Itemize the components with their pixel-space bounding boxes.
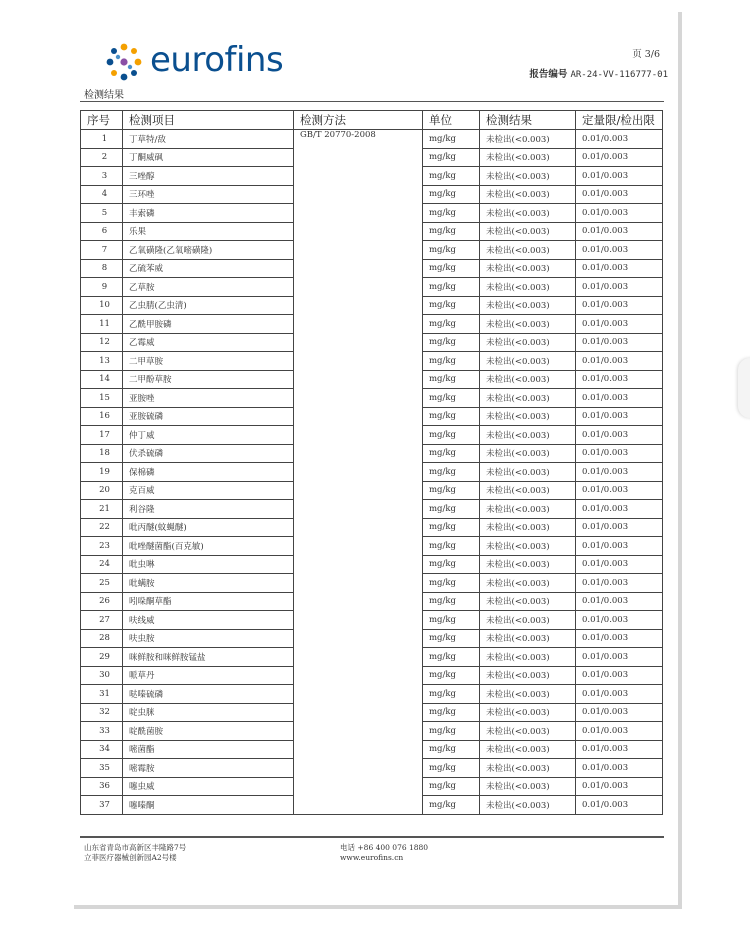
row-number: 32: [81, 703, 123, 722]
footer-contact: [340, 843, 428, 863]
test-item: 乙草胺: [123, 278, 294, 297]
unit: mg/kg: [423, 204, 480, 223]
detection-limit: 0.01/0.003: [576, 537, 663, 556]
detection-limit: 0.01/0.003: [576, 481, 663, 500]
test-item: 克百威: [123, 481, 294, 500]
test-result: 未检出(<0.003): [480, 796, 576, 815]
test-item: 啶虫脒: [123, 703, 294, 722]
test-result: 未检出(<0.003): [480, 518, 576, 537]
test-result: 未检出(<0.003): [480, 185, 576, 204]
column-header-item: 检测项目: [123, 111, 294, 130]
detection-limit: 0.01/0.003: [576, 629, 663, 648]
test-result: 未检出(<0.003): [480, 574, 576, 593]
detection-limit: 0.01/0.003: [576, 592, 663, 611]
address-line: 山东省青岛市高新区丰隆路7号: [84, 843, 187, 852]
unit: mg/kg: [423, 685, 480, 704]
test-result: 未检出(<0.003): [480, 629, 576, 648]
row-number: 11: [81, 315, 123, 334]
test-result: 未检出(<0.003): [480, 222, 576, 241]
unit: mg/kg: [423, 500, 480, 519]
test-result: 未检出(<0.003): [480, 592, 576, 611]
report-number-value: AR-24-VV-116777-01: [570, 70, 668, 80]
unit: mg/kg: [423, 777, 480, 796]
page-shadow: [74, 905, 682, 909]
unit: mg/kg: [423, 648, 480, 667]
detection-limit: 0.01/0.003: [576, 555, 663, 574]
unit: mg/kg: [423, 352, 480, 371]
unit: mg/kg: [423, 333, 480, 352]
test-result: 未检出(<0.003): [480, 666, 576, 685]
unit: mg/kg: [423, 574, 480, 593]
test-item: 吲哚酮草酯: [123, 592, 294, 611]
unit: mg/kg: [423, 407, 480, 426]
test-result: 未检出(<0.003): [480, 204, 576, 223]
test-item: 利谷隆: [123, 500, 294, 519]
row-number: 26: [81, 592, 123, 611]
test-result: 未检出(<0.003): [480, 148, 576, 167]
unit: mg/kg: [423, 481, 480, 500]
unit: mg/kg: [423, 130, 480, 149]
test-result: 未检出(<0.003): [480, 703, 576, 722]
unit: mg/kg: [423, 759, 480, 778]
unit: mg/kg: [423, 518, 480, 537]
test-item: 乙硫苯威: [123, 259, 294, 278]
detection-limit: 0.01/0.003: [576, 352, 663, 371]
row-number: 9: [81, 278, 123, 297]
detection-limit: 0.01/0.003: [576, 463, 663, 482]
test-result: 未检出(<0.003): [480, 352, 576, 371]
detection-limit: 0.01/0.003: [576, 518, 663, 537]
detection-limit: 0.01/0.003: [576, 148, 663, 167]
test-item: 乙氧磺隆(乙氧嘧磺隆): [123, 241, 294, 260]
unit: mg/kg: [423, 389, 480, 408]
row-number: 37: [81, 796, 123, 815]
test-result: 未检出(<0.003): [480, 296, 576, 315]
detection-limit: 0.01/0.003: [576, 685, 663, 704]
page-number: 页 3/6: [632, 49, 660, 60]
test-result: 未检出(<0.003): [480, 685, 576, 704]
row-number: 28: [81, 629, 123, 648]
detection-limit: 0.01/0.003: [576, 185, 663, 204]
test-item: 乙酰甲胺磷: [123, 315, 294, 334]
test-item: 伏杀硫磷: [123, 444, 294, 463]
detection-limit: 0.01/0.003: [576, 722, 663, 741]
test-result: 未检出(<0.003): [480, 740, 576, 759]
unit: mg/kg: [423, 241, 480, 260]
detection-limit: 0.01/0.003: [576, 648, 663, 667]
row-number: 1: [81, 130, 123, 149]
detection-limit: 0.01/0.003: [576, 167, 663, 186]
test-item: 噻虫威: [123, 777, 294, 796]
detection-limit: 0.01/0.003: [576, 130, 663, 149]
row-number: 23: [81, 537, 123, 556]
unit: mg/kg: [423, 315, 480, 334]
brand-name: eurofins: [150, 40, 284, 80]
test-item: 三环唑: [123, 185, 294, 204]
test-result: 未检出(<0.003): [480, 777, 576, 796]
test-result: 未检出(<0.003): [480, 241, 576, 260]
test-item: 啶酰菌胺: [123, 722, 294, 741]
row-number: 4: [81, 185, 123, 204]
test-item: 嘧菌酯: [123, 740, 294, 759]
website-link[interactable]: www.eurofins.cn: [340, 853, 404, 862]
test-result: 未检出(<0.003): [480, 333, 576, 352]
detection-limit: 0.01/0.003: [576, 222, 663, 241]
page-shadow: [678, 12, 682, 908]
unit: mg/kg: [423, 444, 480, 463]
test-item: 保棉磷: [123, 463, 294, 482]
detection-limit: 0.01/0.003: [576, 574, 663, 593]
detection-limit: 0.01/0.003: [576, 444, 663, 463]
test-result: 未检出(<0.003): [480, 537, 576, 556]
test-item: 乙霉威: [123, 333, 294, 352]
unit: mg/kg: [423, 370, 480, 389]
unit: mg/kg: [423, 259, 480, 278]
column-header-unit: 单位: [423, 111, 480, 130]
test-result: 未检出(<0.003): [480, 259, 576, 278]
test-result: 未检出(<0.003): [480, 759, 576, 778]
detection-limit: 0.01/0.003: [576, 333, 663, 352]
test-item: 噻嗪酮: [123, 796, 294, 815]
detection-limit: 0.01/0.003: [576, 703, 663, 722]
detection-limit: 0.01/0.003: [576, 296, 663, 315]
row-number: 22: [81, 518, 123, 537]
row-number: 12: [81, 333, 123, 352]
test-result: 未检出(<0.003): [480, 315, 576, 334]
row-number: 30: [81, 666, 123, 685]
column-header-limit: 定量限/检出限: [576, 111, 663, 130]
row-number: 5: [81, 204, 123, 223]
test-item: 咪鲜胺和咪鲜胺锰盐: [123, 648, 294, 667]
unit: mg/kg: [423, 666, 480, 685]
test-item: 呋线威: [123, 611, 294, 630]
unit: mg/kg: [423, 592, 480, 611]
detection-limit: 0.01/0.003: [576, 407, 663, 426]
test-item: 嘧霉胺: [123, 759, 294, 778]
test-item: 丰索磷: [123, 204, 294, 223]
unit: mg/kg: [423, 222, 480, 241]
test-result: 未检出(<0.003): [480, 370, 576, 389]
detection-limit: 0.01/0.003: [576, 259, 663, 278]
detection-limit: 0.01/0.003: [576, 389, 663, 408]
table-header-row: [81, 111, 663, 130]
test-result: 未检出(<0.003): [480, 481, 576, 500]
row-number: 36: [81, 777, 123, 796]
test-result: 未检出(<0.003): [480, 426, 576, 445]
test-item: 二甲酚草胺: [123, 370, 294, 389]
test-item: 吡唑醚菌酯(百克敏): [123, 537, 294, 556]
report-number-row: [529, 66, 668, 80]
detection-limit: 0.01/0.003: [576, 759, 663, 778]
detection-limit: 0.01/0.003: [576, 426, 663, 445]
section-title: 检测结果: [84, 90, 124, 101]
row-number: 33: [81, 722, 123, 741]
table-row: [81, 130, 663, 149]
test-result: 未检出(<0.003): [480, 389, 576, 408]
test-item: 吡虫啉: [123, 555, 294, 574]
detection-limit: 0.01/0.003: [576, 740, 663, 759]
row-number: 14: [81, 370, 123, 389]
footer-address: [84, 843, 186, 863]
unit: mg/kg: [423, 167, 480, 186]
unit: mg/kg: [423, 722, 480, 741]
row-number: 8: [81, 259, 123, 278]
address-line: 立菲医疗器械创新园A2号楼: [84, 853, 177, 862]
detection-limit: 0.01/0.003: [576, 278, 663, 297]
row-number: 34: [81, 740, 123, 759]
test-item: 乐果: [123, 222, 294, 241]
row-number: 10: [81, 296, 123, 315]
unit: mg/kg: [423, 611, 480, 630]
unit: mg/kg: [423, 148, 480, 167]
eurofins-logo-icon: [104, 42, 144, 82]
column-header-result: 检测结果: [480, 111, 576, 130]
test-item: 丁草特/敌: [123, 130, 294, 149]
detection-limit: 0.01/0.003: [576, 500, 663, 519]
results-table: [80, 110, 663, 815]
unit: mg/kg: [423, 278, 480, 297]
detection-limit: 0.01/0.003: [576, 666, 663, 685]
row-number: 18: [81, 444, 123, 463]
test-item: 乙虫腈(乙虫清): [123, 296, 294, 315]
detection-limit: 0.01/0.003: [576, 315, 663, 334]
header-divider: [80, 101, 664, 102]
detection-limit: 0.01/0.003: [576, 241, 663, 260]
unit: mg/kg: [423, 463, 480, 482]
row-number: 35: [81, 759, 123, 778]
test-item: 丁酮威砜: [123, 148, 294, 167]
test-item: 亚胺硫磷: [123, 407, 294, 426]
detection-limit: 0.01/0.003: [576, 204, 663, 223]
row-number: 19: [81, 463, 123, 482]
footer-divider: [80, 836, 664, 838]
test-item: 亚胺唑: [123, 389, 294, 408]
column-header-method: 检测方法: [294, 111, 423, 130]
row-number: 31: [81, 685, 123, 704]
row-number: 6: [81, 222, 123, 241]
test-result: 未检出(<0.003): [480, 463, 576, 482]
unit: mg/kg: [423, 703, 480, 722]
test-result: 未检出(<0.003): [480, 500, 576, 519]
row-number: 29: [81, 648, 123, 667]
test-result: 未检出(<0.003): [480, 722, 576, 741]
test-item: 二甲草胺: [123, 352, 294, 371]
test-item: 呋虫胺: [123, 629, 294, 648]
test-item: 仲丁威: [123, 426, 294, 445]
test-result: 未检出(<0.003): [480, 407, 576, 426]
test-item: 吡丙醚(蚊蝇醚): [123, 518, 294, 537]
test-result: 未检出(<0.003): [480, 130, 576, 149]
test-item: 吡螨胺: [123, 574, 294, 593]
row-number: 2: [81, 148, 123, 167]
row-number: 7: [81, 241, 123, 260]
row-number: 21: [81, 500, 123, 519]
row-number: 15: [81, 389, 123, 408]
unit: mg/kg: [423, 537, 480, 556]
test-item: 三唑醇: [123, 167, 294, 186]
detection-limit: 0.01/0.003: [576, 796, 663, 815]
unit: mg/kg: [423, 740, 480, 759]
side-panel-handle[interactable]: [738, 358, 750, 418]
unit: mg/kg: [423, 629, 480, 648]
unit: mg/kg: [423, 185, 480, 204]
unit: mg/kg: [423, 296, 480, 315]
detection-limit: 0.01/0.003: [576, 370, 663, 389]
detection-limit: 0.01/0.003: [576, 611, 663, 630]
row-number: 3: [81, 167, 123, 186]
row-number: 20: [81, 481, 123, 500]
row-number: 25: [81, 574, 123, 593]
detection-limit: 0.01/0.003: [576, 777, 663, 796]
test-item: 哒嗪硫磷: [123, 685, 294, 704]
row-number: 13: [81, 352, 123, 371]
test-result: 未检出(<0.003): [480, 444, 576, 463]
test-result: 未检出(<0.003): [480, 167, 576, 186]
unit: mg/kg: [423, 796, 480, 815]
report-number-label: 报告编号: [529, 69, 568, 80]
test-method: GB/T 20770-2008: [294, 130, 423, 815]
test-result: 未检出(<0.003): [480, 555, 576, 574]
row-number: 16: [81, 407, 123, 426]
test-item: 哌草丹: [123, 666, 294, 685]
row-number: 27: [81, 611, 123, 630]
column-header-no: 序号: [81, 111, 123, 130]
unit: mg/kg: [423, 426, 480, 445]
row-number: 17: [81, 426, 123, 445]
unit: mg/kg: [423, 555, 480, 574]
test-result: 未检出(<0.003): [480, 611, 576, 630]
row-number: 24: [81, 555, 123, 574]
test-result: 未检出(<0.003): [480, 648, 576, 667]
phone-number: 电话 +86 400 076 1880: [340, 843, 429, 852]
test-result: 未检出(<0.003): [480, 278, 576, 297]
